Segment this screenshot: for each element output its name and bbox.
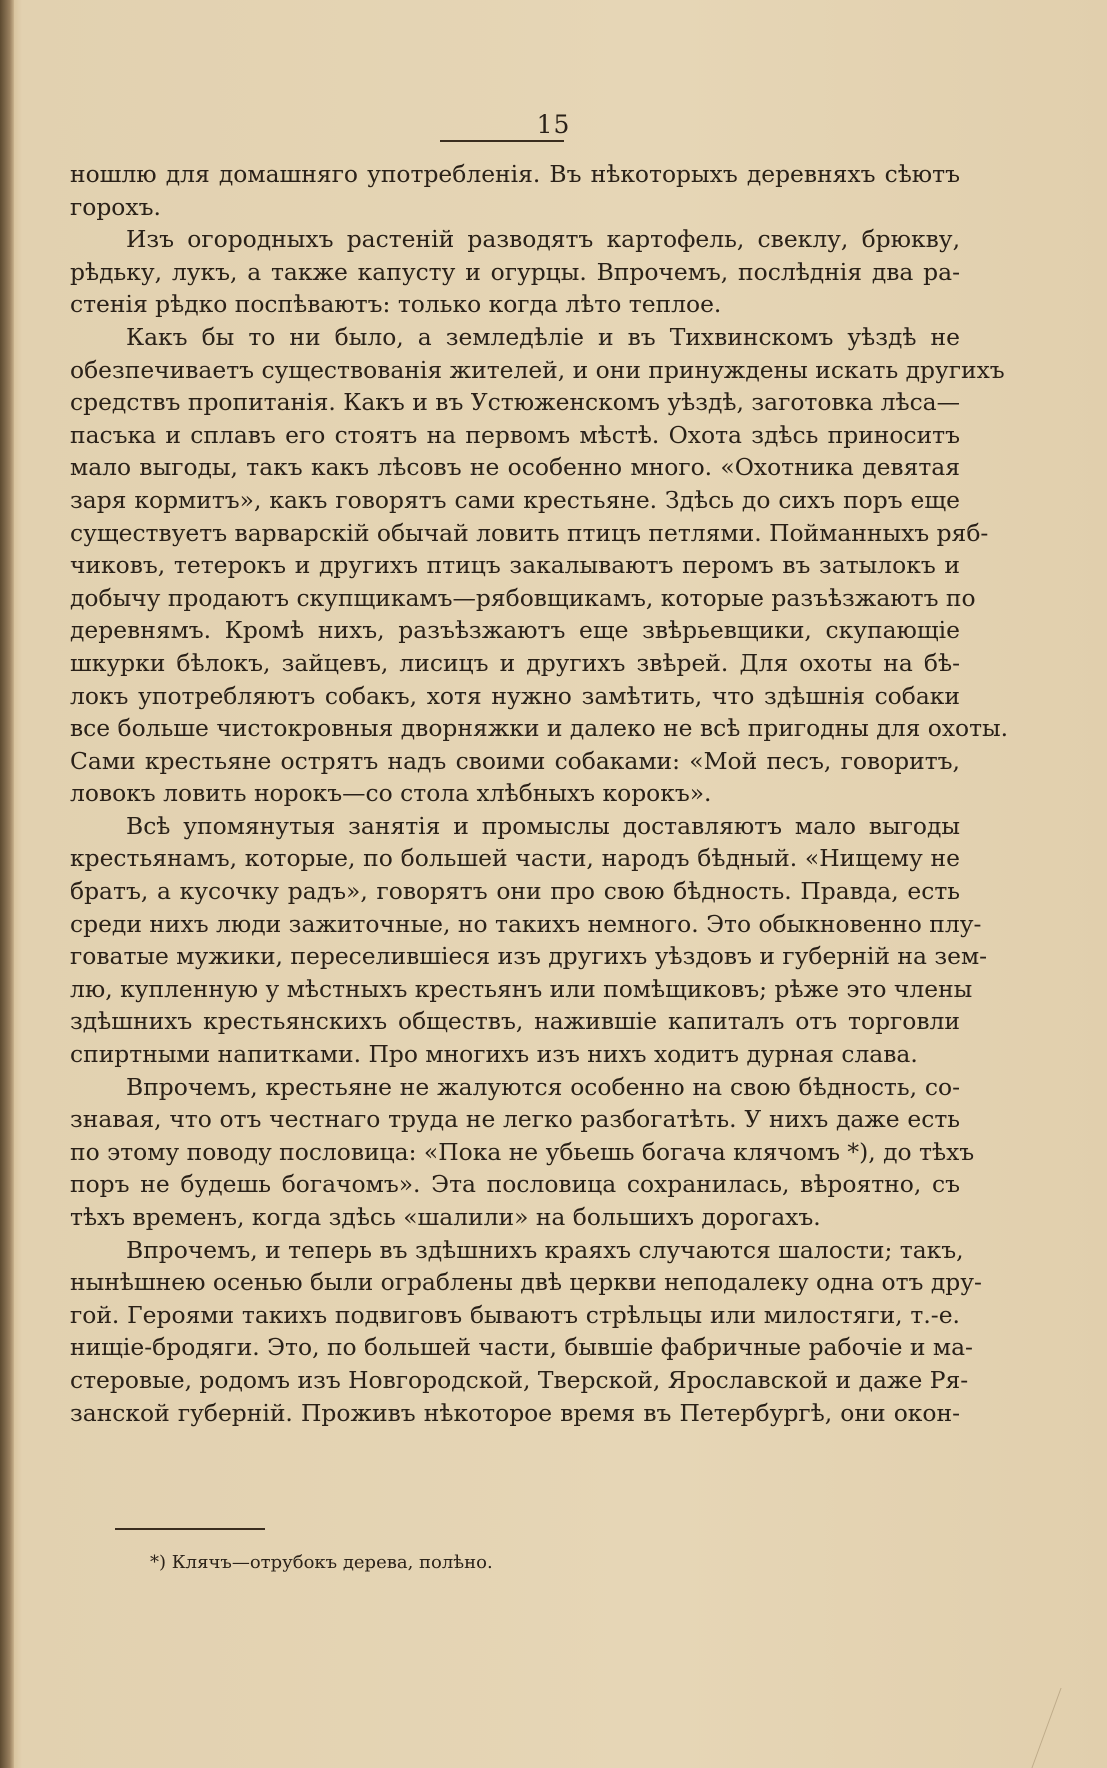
- text-line: Впрочемъ, и теперь въ здѣшнихъ краяхъ случаются шалости; такъ,: [126, 1235, 964, 1264]
- text-line: все больше чистокровныя дворняжки и далеко не всѣ пригодны для охоты.: [70, 714, 1009, 743]
- text-line: Изъ огородныхъ растеній разводятъ картофель, свеклу, брюкву,: [126, 225, 960, 254]
- text-line: заря кормитъ», какъ говорятъ сами крестьяне. Здѣсь до сихъ поръ еще: [70, 485, 960, 514]
- text-line: горохъ.: [70, 192, 161, 221]
- text-line: говатые мужики, переселившіеся изъ другихъ уѣздовъ и губерній на зем-: [70, 942, 988, 971]
- page-corner-fold: [1031, 1688, 1107, 1768]
- text-line: стенія рѣдко поспѣваютъ: только когда лѣто теплое.: [70, 290, 722, 319]
- header-rule: [440, 140, 564, 142]
- text-line: ношлю для домашняго употребленія. Въ нѣкоторыхъ деревняхъ сѣютъ: [70, 160, 960, 188]
- text-line: братъ, а кусочку радъ», говорятъ они про свою бѣдность. Правда, есть: [70, 877, 960, 906]
- text-line: пасъка и сплавъ его стоятъ на первомъ мѣстѣ. Охота здѣсь приноситъ: [70, 420, 960, 449]
- text-line: знавая, что отъ честнаго труда не легко разбогатѣть. У нихъ даже есть: [70, 1105, 960, 1134]
- text-line: деревнямъ. Кромѣ нихъ, разъѣзжаютъ еще звѣрьевщики, скупающіе: [70, 616, 960, 645]
- text-line: мало выгоды, такъ какъ лѣсовъ не особенно много. «Охотника девятая: [70, 453, 960, 482]
- text-line: шкурки бѣлокъ, зайцевъ, лисицъ и другихъ звѣрей. Для охоты на бѣ-: [70, 648, 960, 677]
- text-line: локъ употребляютъ собакъ, хотя нужно замѣтить, что здѣшнія собаки: [70, 681, 960, 710]
- text-line: Сами крестьяне острятъ надъ своими собаками: «Мой песъ, говоритъ,: [70, 746, 960, 775]
- text-line: стеровые, родомъ изъ Новгородской, Тверской, Ярославской и даже Ря-: [70, 1365, 969, 1394]
- text-line: лю, купленную у мѣстныхъ крестьянъ или помѣщиковъ; рѣже это члены: [70, 974, 973, 1003]
- text-line: средствъ пропитанія. Какъ и въ Устюженскомъ уѣздѣ, заготовка лѣса—: [70, 388, 960, 417]
- text-line: Впрочемъ, крестьяне не жалуются особенно на свою бѣдность, со-: [126, 1072, 960, 1101]
- text-line: нынѣшнею осенью были ограблены двѣ церкви неподалеку одна отъ дру-: [70, 1268, 982, 1297]
- footnote: *) Клячъ—отрубокъ дерева, полѣно.: [150, 1552, 493, 1573]
- text-line: тѣхъ временъ, когда здѣсь «шалили» на большихъ дорогахъ.: [70, 1203, 821, 1231]
- text-line: по этому поводу пословица: «Пока не убьешь богача клячомъ *), до тѣхъ: [70, 1137, 975, 1166]
- text-line: Всѣ упомянутыя занятія и промыслы доставляютъ мало выгоды: [126, 811, 960, 840]
- text-line: добычу продаютъ скупщикамъ—рябовщикамъ, которые разъѣзжаютъ по: [70, 583, 976, 612]
- text-line: чиковъ, тетерокъ и другихъ птицъ закалываютъ перомъ въ затылокъ и: [70, 551, 960, 580]
- text-line: Какъ бы то ни было, а земледѣліе и въ Тихвинскомъ уѣздѣ не: [126, 322, 960, 351]
- text-line: существуетъ варварскій обычай ловить птицъ петлями. Пойманныхъ ряб-: [70, 518, 989, 547]
- body-text: [70, 158, 1009, 1429]
- text-line: среди нихъ люди зажиточные, но такихъ немного. Это обыкновенно плу-: [70, 909, 982, 938]
- text-line: нищіе-бродяги. Это, по большей части, бывшіе фабричные рабочіе и ма-: [70, 1333, 973, 1362]
- text-line: поръ не будешь богачомъ». Эта пословица сохранилась, вѣроятно, съ: [70, 1170, 960, 1199]
- text-line: занской губерній. Проживъ нѣкоторое время въ Петербургѣ, они окон-: [70, 1398, 960, 1427]
- text-line: спиртными напитками. Про многихъ изъ нихъ ходитъ дурная слава.: [70, 1040, 918, 1069]
- page-number: 15: [536, 110, 571, 139]
- text-line: здѣшнихъ крестьянскихъ обществъ, нажившіе капиталъ отъ торговли: [70, 1007, 960, 1036]
- text-line: гой. Героями такихъ подвиговъ бываютъ стрѣльцы или милостяги, т.-е.: [70, 1300, 960, 1329]
- page-binding-edge: [0, 0, 14, 1768]
- text-line: рѣдьку, лукъ, а также капусту и огурцы. Впрочемъ, послѣднія два ра-: [70, 257, 960, 286]
- text-line: крестьянамъ, которые, по большей части, народъ бѣдный. «Нищему не: [70, 844, 960, 873]
- text-line: обезпечиваетъ существованія жителей, и они принуждены искать другихъ: [70, 355, 1005, 384]
- text-line: ловокъ ловить норокъ—со стола хлѣбныхъ корокъ».: [70, 779, 712, 808]
- footnote-rule: [115, 1528, 265, 1530]
